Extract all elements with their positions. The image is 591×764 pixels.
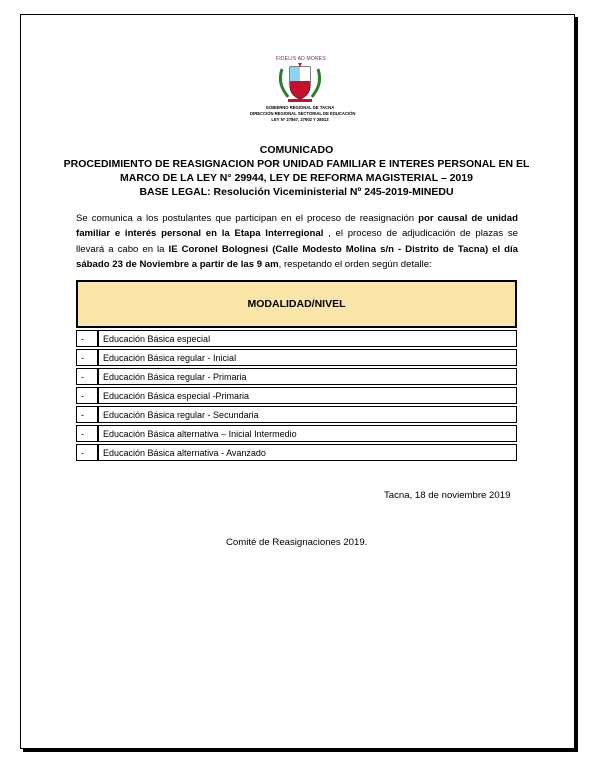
paragraph-bold-1: por causal de unidad familiar e interés personal en la Etapa Interregional bbox=[76, 213, 518, 240]
table-row bbox=[76, 406, 517, 423]
row-text: Educación Básica alternativa - Avanzado bbox=[98, 444, 517, 461]
table-row bbox=[76, 444, 517, 461]
row-dash: - bbox=[76, 425, 98, 442]
row-dash: - bbox=[76, 330, 98, 347]
document-date: Tacna, 18 de noviembre 2019 bbox=[384, 490, 511, 501]
modality-table bbox=[76, 278, 517, 463]
table-header: MODALIDAD/NIVEL bbox=[76, 280, 517, 328]
heading-line-2: MARCO DE LA LEY N° 29944, LEY DE REFORMA MAGISTERIAL – 2019 bbox=[120, 172, 473, 184]
crest-line-1: GOBIERNO REGIONAL DE TACNA bbox=[265, 105, 335, 110]
document-title: COMUNICADO bbox=[259, 144, 334, 156]
table-row bbox=[76, 387, 517, 404]
announcement-paragraph bbox=[76, 211, 518, 273]
row-text: Educación Básica especial bbox=[98, 330, 517, 347]
row-text: Educación Básica regular - Secundaria bbox=[98, 406, 517, 423]
row-text: Educación Básica regular - Primaria bbox=[98, 368, 517, 385]
row-dash: - bbox=[76, 349, 98, 366]
row-text: Educación Básica alternativa – Inicial Intermedio bbox=[98, 425, 517, 442]
row-dash: - bbox=[76, 368, 98, 385]
row-text: Educación Básica regular - Inicial bbox=[98, 349, 517, 366]
table-row bbox=[76, 425, 517, 442]
legal-basis: BASE LEGAL: Resolución Viceministerial Nº 245-2019-MINEDU bbox=[139, 186, 454, 198]
crest-motto: FIDELIS AD MORES bbox=[276, 56, 326, 62]
regional-crest bbox=[250, 56, 356, 124]
row-text: Educación Básica especial -Primaria bbox=[98, 387, 517, 404]
heading-line-1: PROCEDIMIENTO DE REASIGNACION POR UNIDAD FAMILIAR E INTERES PERSONAL EN EL bbox=[63, 158, 530, 170]
row-dash: - bbox=[76, 444, 98, 461]
paragraph-text-2: , el proceso de adjudicación de plazas se llevará a cabo en la bbox=[76, 228, 518, 255]
coat-of-arms-icon bbox=[278, 61, 322, 103]
crest-line-3: LEY Nº 27867, 27902 Y 28013 bbox=[271, 117, 329, 122]
table-row bbox=[76, 349, 517, 366]
table-row bbox=[76, 330, 517, 347]
crest-line-2: DIRECCIÓN REGIONAL SECTORIAL DE EDUCACIÓN bbox=[250, 111, 356, 116]
signature: Comité de Reasignaciones 2019. bbox=[226, 537, 368, 548]
row-dash: - bbox=[76, 406, 98, 423]
row-dash: - bbox=[76, 387, 98, 404]
paragraph-text-3: , respetando el orden según detalle: bbox=[278, 259, 432, 271]
paragraph-bold-2: IE Coronel Bolognesi (Calle Modesto Molina s/n - Distrito de Tacna) el día sábado 23 de Noviembre a partir de las 9 am bbox=[76, 243, 518, 271]
paragraph-text-1: Se comunica a los postulantes que participan en el proceso de reasignación bbox=[76, 213, 419, 224]
table-row bbox=[76, 368, 517, 385]
